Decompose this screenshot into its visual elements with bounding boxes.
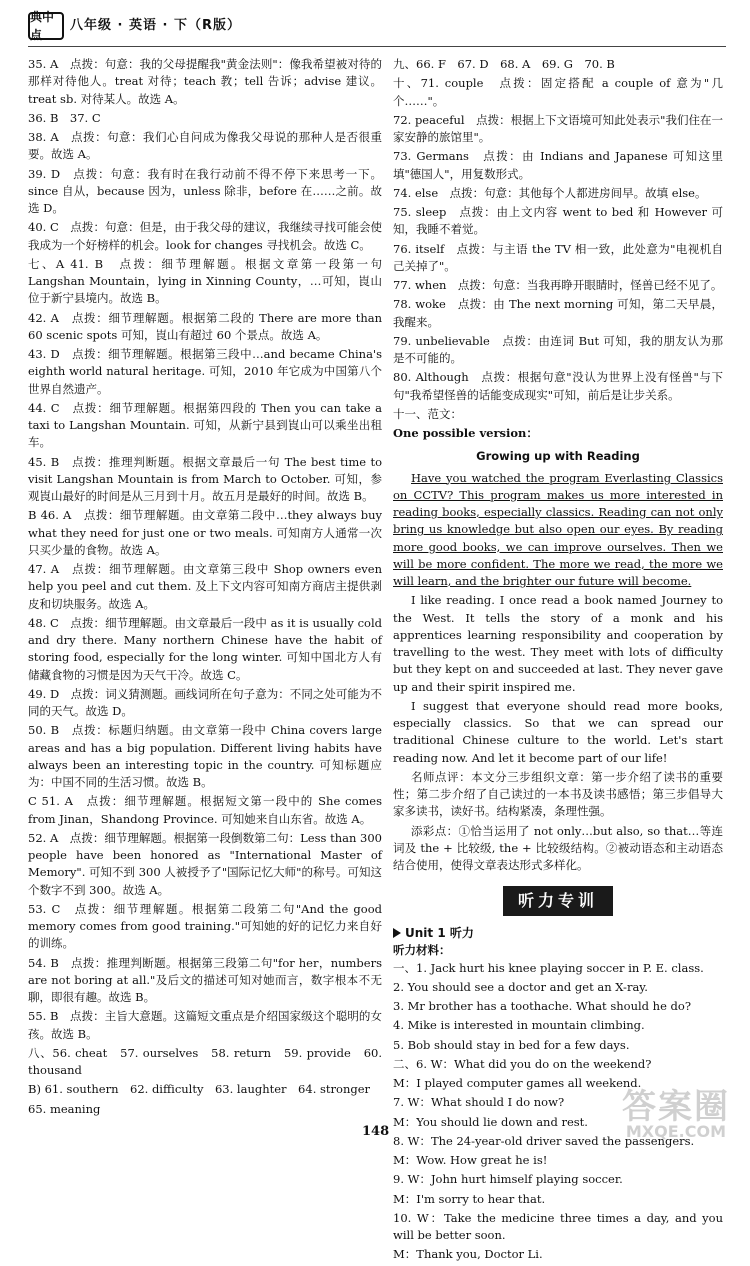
page-number: 148 <box>362 1124 390 1139</box>
highlight-note: 添彩点：①恰当运用了 not only…but also, so that…等连词及 the + 比较级, the + 比较级结构。②被动语态和主动语态结合使用，使得文章表达形式多样化。 <box>393 823 723 872</box>
answer-item: 53. C 点拨：细节理解题。根据第二段第二句"And the good memory comes from good training."可知她的好的记忆力来自好的训练。 <box>28 901 382 951</box>
listening-material-label: 听力材料： <box>393 943 451 958</box>
listening-banner: 听力专训 <box>503 886 613 916</box>
answer-item: 77. when 点拨：句意：当我再睁开眼睛时，怪兽已经不见了。 <box>393 278 723 292</box>
script-line: M：I'm sorry to hear that. <box>393 1191 546 1206</box>
answer-item: 42. A 点拨：细节理解题。根据第二段的 There are more than 60 scenic spots 可知，崀山有超过 60 个景点。故选 A。 <box>28 310 382 342</box>
essay-heading: One possible version： <box>393 426 538 440</box>
answer-item: 35. A 点拨：句意：我的父母提醒我"黄金法则"：像我希望被对待的那样对待他人。treat 对待；teach 教；tell 告诉；advise 建议。treat sb. 对待某人。故选 A。 <box>28 57 382 106</box>
answer-item: 79. unbelievable 点拨：由连词 But 可知，我的朋友认为那是不可能的。 <box>393 333 723 365</box>
script-line: 二、6. W：What did you do on the weekend? <box>393 1056 652 1071</box>
answer-item: C 51. A 点拨：细节理解题。根据短文第一段中的 She comes from Jinan，Shandong Province. 可知她来自山东省。故选 A。 <box>28 794 382 826</box>
script-line: 3. Mr brother has a toothache. What should he do? <box>393 999 691 1013</box>
teacher-comment: 名师点评：本文分三步组织文章：第一步介绍了读书的重要性；第二步介绍了自己读过的一本书及读书感悟；第三步倡导大家多读书，读好书。结构紧凑，条理性强。 <box>393 769 723 819</box>
answer-item: B 46. A 点拨：细节理解题。由文章第二段中…they always buy what they need for just one or two meals. 可知南方人通常一次只买少量的食物。故选 A。 <box>28 508 382 557</box>
page-header <box>28 6 241 46</box>
answer-item: 十、71. couple 点拨：固定搭配 a couple of 意为"几个……"。 <box>393 76 723 108</box>
watermark-logo: 答案圈 <box>622 1087 730 1127</box>
essay-paragraph: I like reading. I once read a book named Journey to the West. It tells the story of a monk and his apprentices learning responsibility and cooperation by travelling to the west. They meet with lots of difficulty but they kept on and succeeded at last. They never gave up and their spirit inspired me. <box>393 593 723 694</box>
answer-item: 80. Although 点拨：根据句意"没认为世界上没有怪兽"与下句"我希望怪兽的话能变成现实"可知，前后是让步关系。 <box>393 370 723 402</box>
answer-item: 39. D 点拨：句意：我有时在我行动前不得不停下来思考一下。since 自从，because 因为，unless 除非，before 在……之前。故选 D。 <box>28 166 382 215</box>
answer-item: 七、A 41. B 点拨：细节理解题。根据文章第一段第一句 Langshan Mountain，lying in Xinning County，…可知，崀山位于新宁县境内。故选 B。 <box>28 256 382 306</box>
answer-item: 36. B 37. C <box>28 110 101 125</box>
script-line: 一、1. Jack hurt his knee playing soccer in P. E. class. <box>393 960 704 975</box>
answer-item: 十一、范文： <box>393 406 462 421</box>
answer-item: 55. B 点拨：主旨大意题。这篇短文重点是介绍国家级这个聪明的女孩。故选 B。 <box>28 1009 382 1041</box>
answer-item: 52. A 点拨：细节理解题。根据第一段倒数第二句：Less than 300 people have been honored as "International Master of Memory". 可知不到 300 人被授予了"国际记忆大师"的称号。可知这个数字不到 300。故选 A。 <box>28 830 382 897</box>
answer-item: 43. D 点拨：细节理解题。根据第三段中…and became China's eighth world natural heritage. 可知，2010 年它成为中国第八个世界自然遗产。 <box>28 347 382 396</box>
answer-item: 38. A 点拨：句意：我们心自问成为像我父母说的那种人是否很重要。故选 A。 <box>28 130 382 162</box>
script-line: 7. W：What should I do now? <box>393 1095 565 1110</box>
answer-item: 50. B 点拨：标题归纳题。由文章第一段中 China covers large areas and has a big population. Different living habits have always been an interesting topic in the country. 可知标题应为：中国不同的生活习惯。故选 B。 <box>28 723 382 789</box>
unit-title <box>393 924 723 942</box>
script-line: M：Thank you, Doctor Li. <box>393 1247 543 1262</box>
answer-item: 49. D 点拨：词义猜测题。画线词所在句子意为：不同之处可能为不同的天气。故选 D。 <box>28 686 382 718</box>
model-essay <box>393 470 723 875</box>
answer-item: 47. A 点拨：细节理解题。由文章第三段中 Shop owners even help you peel and cut them. 及上下文内容可知南方商店主提供剥皮和切块服务。故选 A。 <box>28 562 382 611</box>
answer-list-right <box>393 56 723 423</box>
script-line: M：I played computer games all weekend. <box>393 1076 642 1090</box>
script-line: 2. You should see a doctor and get an X-ray. <box>393 979 648 994</box>
script-line: 8. W：The 24-year-old driver saved the passengers. <box>393 1133 695 1148</box>
unit-label: Unit 1 听力 <box>405 926 474 941</box>
answer-item: 73. Germans 点拨：由 Indians and Japanese 可知这里填"德国人"，用复数形式。 <box>393 149 723 181</box>
script-line: 4. Mike is interested in mountain climbing. <box>393 1018 645 1033</box>
answer-item: 72. peaceful 点拨：根据上下文语境可知此处表示"我们住在一家安静的旅馆里"。 <box>393 112 723 144</box>
answer-item: 八、56. cheat 57. ourselves 58. return 59. provide 60. thousand <box>28 1045 382 1077</box>
answer-item: 45. B 点拨：推理判断题。根据文章最后一句 The best time to visit Langshan Mountain is from March to October. 可知，参观崀山最好的时间是从三月到十月。故五月是最好的时间。故选 B。 <box>28 454 382 503</box>
answer-item: 44. C 点拨：细节理解题。根据第四段的 Then you can take a taxi to Langshan Mountain. 可知，从新宁县到崀山可以乘坐出租车。 <box>28 400 382 450</box>
left-column <box>28 56 382 1120</box>
script-line: 5. Bob should stay in bed for a few days. <box>393 1037 630 1052</box>
essay-title: Growing up with Reading <box>476 449 640 464</box>
script-line: M：Wow. How great he is! <box>393 1153 548 1167</box>
series-logo: 典中点 <box>28 12 64 40</box>
answer-item: 76. itself 点拨：与主语 the TV 相一致，此处意为"电视机自己关掉了"。 <box>393 241 723 273</box>
answer-item: 48. C 点拨：细节理解题。由文章最后一段中 as it is usually cold and dry there. Many northern Chinese have the habit of storing food, especially for the long winter. 可知中国北方人有储藏食物的习惯是因为天气干冷。故选 C。 <box>28 615 382 682</box>
answer-item: 40. C 点拨：句意：但是，由于我父母的建议，我继续寻找可能会使我成为一个好榜样的机会。look for changes 寻找机会。故选 C。 <box>28 220 382 252</box>
answer-item: 54. B 点拨：推理判断题。根据第三段第二句"for her，numbers are not boring at all."及后文的描述可知对她而言，数字根本不无聊，即很有趣。故选 B。 <box>28 955 382 1004</box>
script-line: 10. W：Take the medicine three times a day, and you will be better soon. <box>393 1210 723 1242</box>
script-line: 9. W：John hurt himself playing soccer. <box>393 1172 623 1187</box>
triangle-icon <box>393 928 401 938</box>
essay-paragraph: I suggest that everyone should read more books, especially classics. So that we can spread our traditional Chinese culture to the world. Let's start reading now. And let it become part of our life! <box>393 698 723 765</box>
answer-item: 65. meaning <box>28 1101 101 1116</box>
answer-item: 78. woke 点拨：由 The next morning 可知，第二天早晨，我醒来。 <box>393 297 723 329</box>
answer-item: 九、66. F 67. D 68. A 69. G 70. B <box>393 57 615 71</box>
watermark-url: MXQE.COM <box>625 1122 726 1141</box>
header-rule <box>28 46 726 47</box>
answer-item: 74. else 点拨：句意：其他每个人都进房间早。故填 else。 <box>393 185 707 200</box>
answer-item: 75. sleep 点拨：由上文内容 went to bed 和 However 可知，我睡不着觉。 <box>393 205 723 237</box>
answer-item: B) 61. southern 62. difficulty 63. laughter 64. stronger <box>28 1082 371 1097</box>
book-title: 八年级 · 英语 · 下（R版） <box>70 18 241 34</box>
essay-paragraph: Have you watched the program Everlasting Classics on CCTV? This program makes us more interested in reading books, especially classics. Reading can not only bring us knowledge but also open our eyes. By reading more good books, we can improve ourselves. Then we will be more confident. The more we read, the more we will learn, and the brighter our future will become. <box>393 470 723 588</box>
script-line: M：You should lie down and rest. <box>393 1114 588 1129</box>
